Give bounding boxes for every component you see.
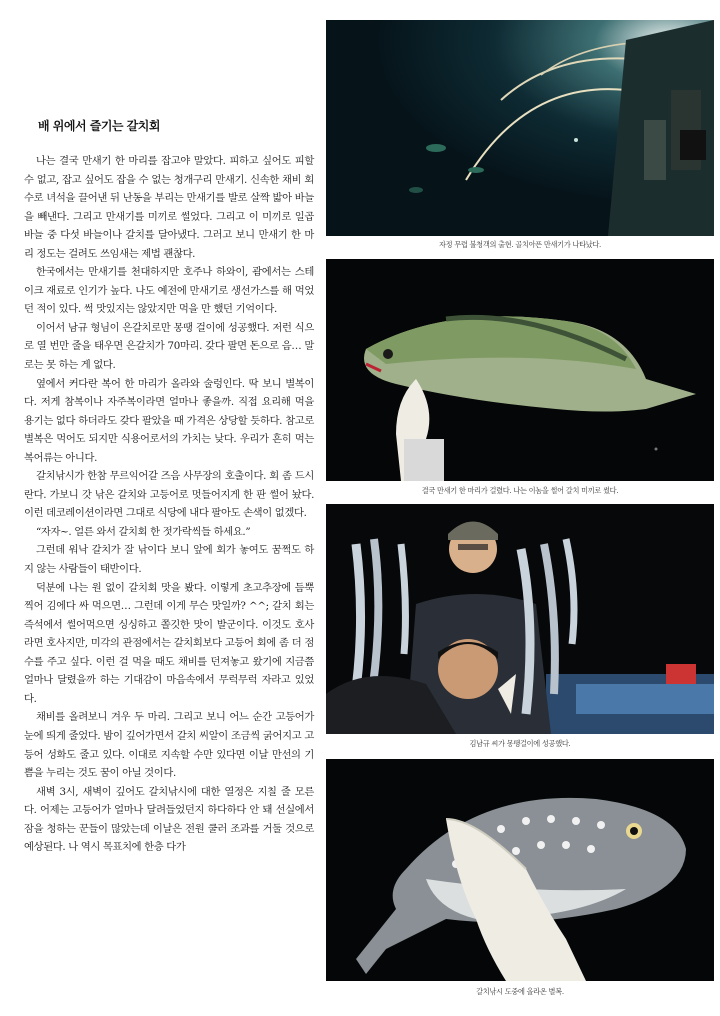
paragraph-9: 채비를 올려보니 겨우 두 마리. 그리고 보니 어느 순간 고등어가 눈에 띄게 줄었다. 밤이 깊어가면서 갈치 씨알이 조금씩 굵어지고 고등어 성화도 줄고 있다. 이대로 지속할 수만 있다면 이날 만선의 기쁨을 누리는 것도 꿈이 아닐 것이다. (24, 711, 314, 780)
article-text-column (24, 0, 314, 1016)
paragraph-1: 나는 결국 만새기 한 마리를 잡고야 말았다. 피하고 싶어도 피할 수 없고, 잡고 싶어도 잡을 수 없는 청개구리 만새기. 신속한 채비 회수로 녀석을 끌어낸 뒤 난동을 부리는 만새기를 발로 살짝 밟아 바늘을 빼낸다. 그리고 만새기를 미끼로 썰었다. 그리고 이 미끼로 일곱 바늘 중 다섯 바늘이나 갈치를 달아냈다. 그러고 보니 만새기 한 마리 정도는 걸려도 쓰임새는 제법 괜찮다. (24, 155, 314, 260)
paragraph-5: 갈치낚시가 한참 무르익어갈 즈음 사무장의 호출이다. 회 좀 드시란다. 가보니 갓 낚은 갈치와 고등어로 멋들어지게 한 판 썰어 놨다. 이런 데코레이션이라면 그대로 식당에 내다 팔아도 손색이 없겠다. (24, 470, 314, 520)
paragraph-6-quote: “자자~. 얼른 와서 갈치회 한 젓가락씩들 하세요.” (36, 525, 251, 538)
paragraph-2: 한국에서는 만새기를 천대하지만 호주나 하와이, 괌에서는 스테이크 재료로 인기가 높다. 나도 예전에 만새기로 생선가스를 해 먹었던 적이 있다. 썩 맛있지는 않았지만 먹을 만 했던 기억이다. (24, 266, 314, 316)
paragraph-10: 새벽 3시, 새벽이 깊어도 갈치낚시에 대한 열정은 지칠 줄 모른다. 어제는 고등어가 얼마나 달려들었던지 하다하다 안 돼 선실에서 잠을 청하는 꾼들이 많았는데 이날은 전원 쿨러 조과를 거둘 것으로 예상된다. 나 역시 목표치에 한층 다가 (24, 785, 314, 854)
paragraph-4: 옆에서 커다란 복어 한 마리가 올라와 술렁인다. 딱 보니 별복이다. 저게 참복이나 자주복이라면 얼마나 좋을까. 직접 요리해 먹을 용기는 없다 하더라도 갖다 팔았을 때 가격은 상당할 듯하다. 참고로 별복은 먹어도 되지만 식용어로서의 가치는 낮다. 우리가 흔히 먹는 복어류는 아니다. (24, 377, 314, 464)
paragraph-7: 그런데 워낙 갈치가 잘 낚이다 보니 앞에 회가 놓여도 꿈쩍도 하지 않는 사람들이 태반이다. (24, 544, 314, 576)
photo-caption-3: 김남규 씨가 몽땡걸이에 성공했다. (469, 739, 571, 748)
photo-pufferfish (326, 759, 714, 981)
photo-caption-4: 갈치낚시 도중에 올라온 별복. (476, 987, 564, 996)
paragraph-8: 덕분에 나는 원 없이 갈치회 맛을 봤다. 이렇게 초고추장에 듬뿍 찍어 김에다 싸 먹으면… 그런데 이게 무슨 맛일까? ^^; 갈치 회는 즉석에서 썰어먹으면 싱싱하고 쫄깃한 맛이 발군이다. 이것도 호사라면 호사지만, 미각의 관점에서는 갈치회보다 고등어 회에 좀 더 점수를 주고 싶다. 이런 걸 먹을 때도 채비를 던져놓고 왔기에 지금쯤 얼마나 달렸을까 하는 기대감이 마음속에서 무럭무럭 자라고 있었다. (24, 581, 314, 705)
photo-hairtail-catch (326, 504, 714, 734)
photo-caption-2: 결국 만새기 한 마리가 걸렸다. 나는 이놈을 썰어 갈치 미끼로 썼다. (421, 486, 619, 495)
section-heading: 배 위에서 즐기는 갈치회 (38, 119, 160, 133)
photo-caption-1: 자정 무렵 불청객의 출현. 골치아픈 만새기가 나타났다. (438, 240, 602, 249)
photo-night-sea-rods (326, 20, 714, 236)
article-body (24, 152, 314, 857)
paragraph-3: 이어서 남규 형님이 은갈치로만 몽땡 걸이에 성공했다. 저런 식으로 열 번만 줄을 태우면 은갈치가 70마리. 갖다 팔면 돈으로 음… 말로는 못 하는 게 없다. (24, 321, 314, 372)
photo-mahi-mahi (326, 259, 714, 481)
